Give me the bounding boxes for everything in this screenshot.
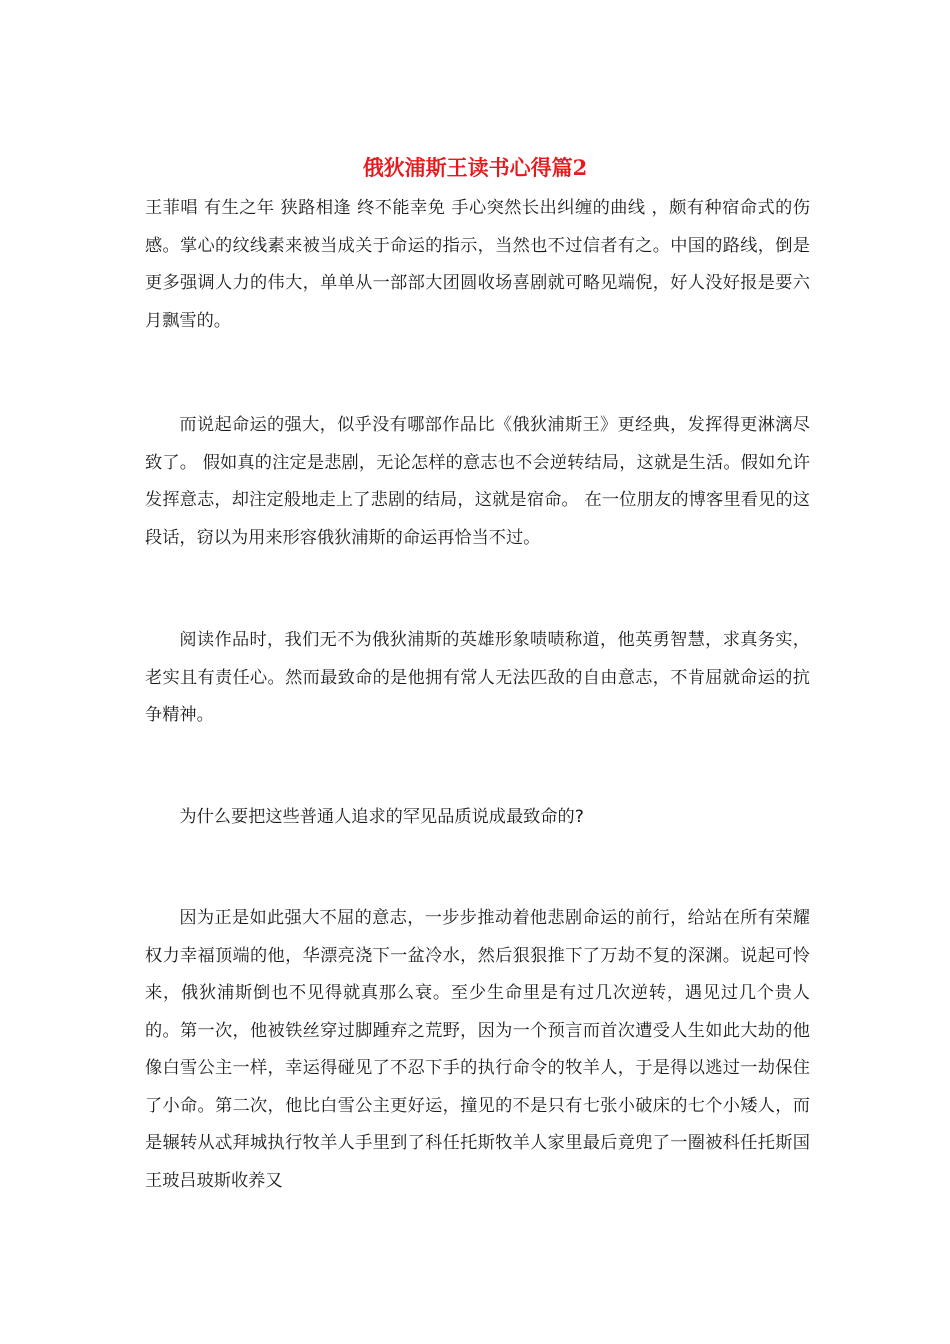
paragraph: 王菲唱 有生之年 狭路相逢 终不能幸免 手心突然长出纠缠的曲线 ，颇有种宿命式的伤感。掌心的纹线素来被当成关于命运的指示，当然也不过信者有之。中国的路线，倒是更多强调人力的伟大，单单从一部部大团圆收场喜剧就可略见端倪，好人没好报是要六月飘雪的。	[145, 198, 810, 331]
paragraph: 为什么要把这些普通人追求的罕见品质说成最致命的?	[179, 807, 584, 827]
paragraph: 因为正是如此强大不屈的意志，一步步推动着他悲剧命运的前行，给站在所有荣耀权力幸福顶端的他，华漂亮浇下一盆冷水，然后狠狠推下了万劫不复的深渊。说起可怜来，俄狄浦斯倒也不见得就真那么衰。至少生命里是有过几次逆转，遇见过几个贵人的。第一次，他被铁丝穿过脚踵弃之荒野，因为一个预言而首次遭受人生如此大劫的他像白雪公主一样，幸运得碰见了不忍下手的执行命令的牧羊人，于是得以逃过一劫保住了小命。第二次，他比白雪公主更好运，撞见的不是只有七张小破床的七个小矮人，而是辗转从忒拜城执行牧羊人手里到了科任托斯牧羊人家里最后竟兜了一圈被科任托斯国王玻吕玻斯收养又	[145, 908, 810, 1191]
document-title: 俄狄浦斯王读书心得篇2	[362, 155, 588, 180]
paragraph: 而说起命运的强大，似乎没有哪部作品比《俄狄浦斯王》更经典，发挥得更淋漓尽致了。 假如真的注定是悲剧，无论怎样的意志也不会逆转结局，这就是生活。假如允许发挥意志，却注定般地走上了悲剧的结局，这就是宿命。 在一位朋友的博客里看见的这段话，窃以为用来形容俄狄浦斯的命运再恰当不过。	[145, 415, 810, 548]
paragraph: 阅读作品时，我们无不为俄狄浦斯的英雄形象啧啧称道，他英勇智慧，求真务实，老实且有责任心。然而最致命的是他拥有常人无法匹敌的自由意志，不肯屈就命运的抗争精神。	[145, 630, 810, 725]
